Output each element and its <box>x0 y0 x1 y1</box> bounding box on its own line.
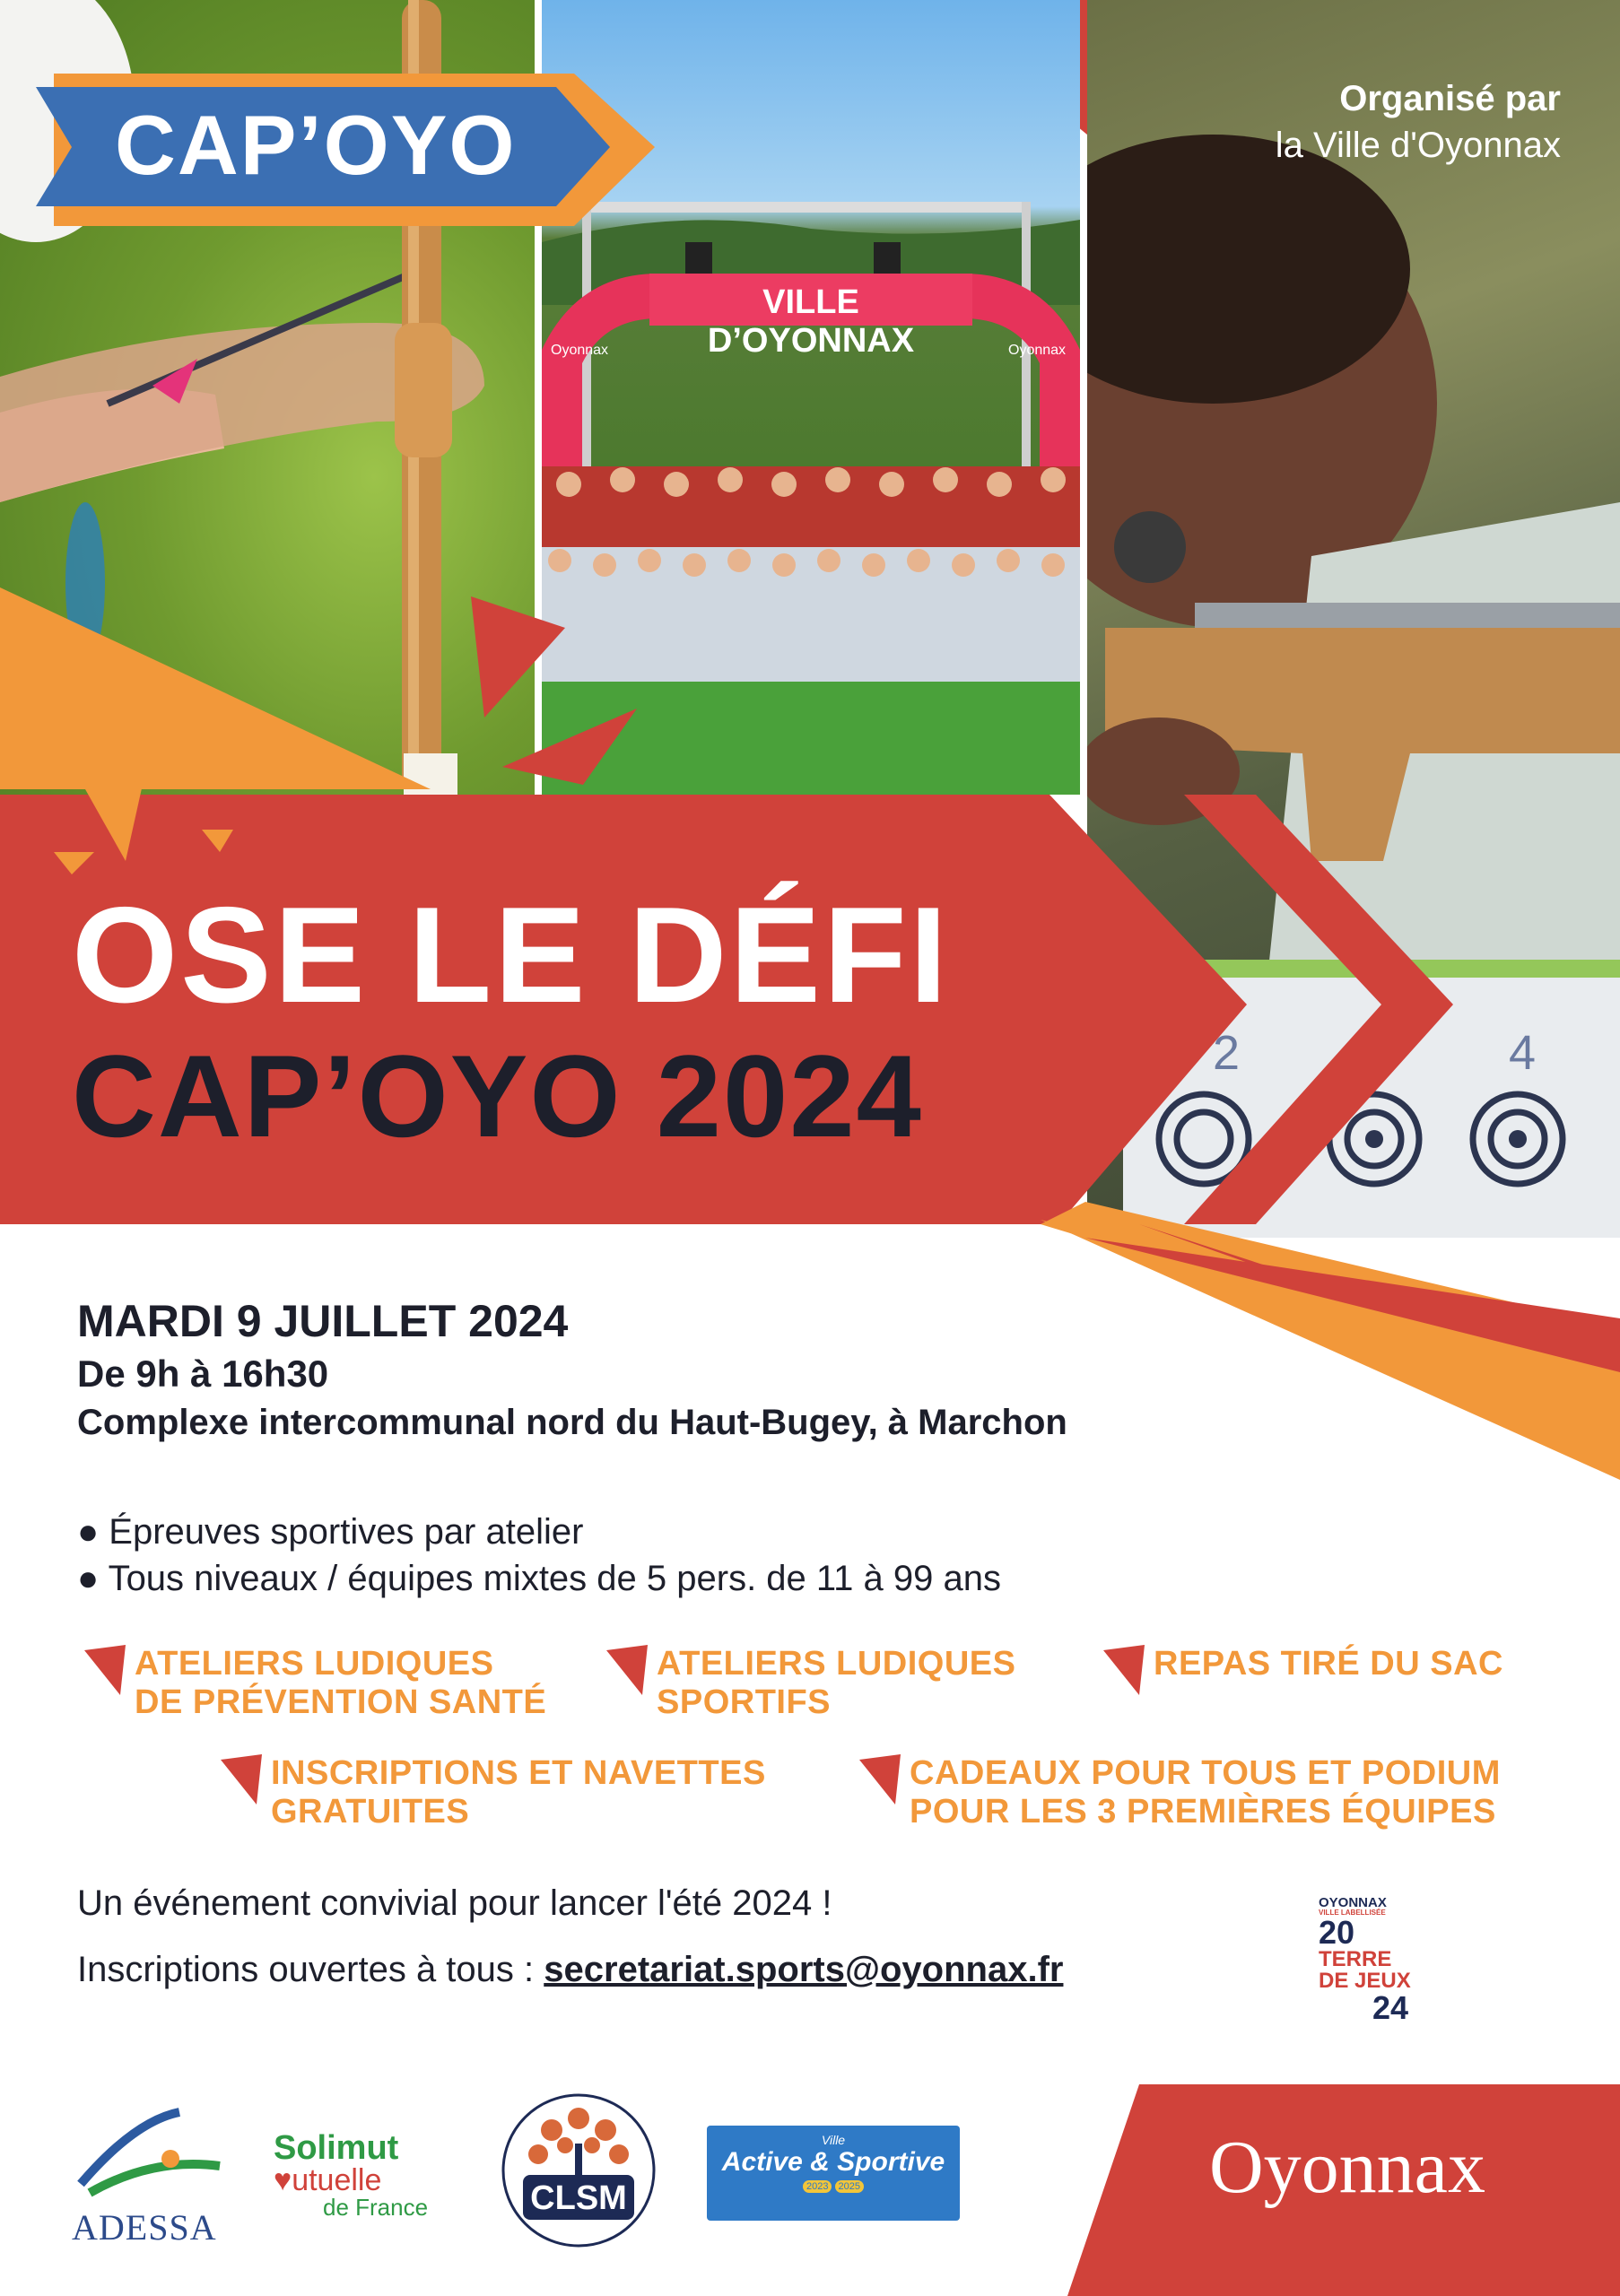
solimut-name: Solimut <box>274 2129 399 2167</box>
adessa-logo <box>72 2103 224 2248</box>
adessa-mark <box>72 2103 224 2202</box>
clsm-tree-mark <box>498 2090 659 2251</box>
list-item <box>77 1509 1001 1555</box>
bullet-text: Épreuves sportives par atelier <box>109 1512 584 1552</box>
heart-icon: ♥ <box>274 2163 292 2197</box>
closing-line-1: Un événement convivial pour lancer l'été 2024 ! <box>77 1883 832 1923</box>
headline-line-2: CAP’OYO 2024 <box>72 1031 923 1161</box>
arch-small-label-right: Oyonnax <box>1008 343 1067 358</box>
solimut-logo <box>274 2131 444 2219</box>
feature-line-2: DE PRÉVENTION SANTÉ <box>135 1683 547 1721</box>
vas-main-label: Active & Sportive <box>721 2147 945 2177</box>
feature-repas <box>1154 1645 1503 1683</box>
red-triangle-pointer-icon <box>1103 1645 1146 1695</box>
tdj-tag: VILLE LABELLISÉE <box>1319 1909 1386 1917</box>
red-triangle-pointer-icon <box>84 1645 127 1695</box>
terre-de-jeux-logo <box>1319 1896 1426 2024</box>
clsm-logo <box>498 2090 659 2251</box>
feature-line-2: SPORTIFS <box>657 1683 832 1721</box>
feature-line-1: REPAS TIRÉ DU SAC <box>1154 1645 1503 1683</box>
email-link[interactable]: secretariat.sports@oyonnax.fr <box>544 1950 1064 1989</box>
clsm-text: CLSM <box>530 2179 627 2217</box>
target-number-2: 2 <box>1213 1026 1241 1080</box>
registration-label: Inscriptions ouvertes à tous : <box>77 1950 544 1989</box>
feature-line-1: INSCRIPTIONS ET NAVETTES <box>271 1754 766 1792</box>
red-triangle-pointer-icon <box>606 1645 649 1695</box>
arch-small-label-left: Oyonnax <box>551 343 609 358</box>
feature-line-1: ATELIERS LUDIQUES <box>657 1645 1016 1683</box>
tdj-line-1: TERRE <box>1319 1947 1392 1971</box>
adessa-text: ADESSA <box>72 2207 217 2248</box>
bullet-dot-icon: ● <box>77 1512 100 1552</box>
feature-line-1: CADEAUX POUR TOUS ET PODIUM <box>910 1754 1501 1792</box>
headline-line-1: OSE LE DÉFI <box>72 879 950 1031</box>
bullet-dot-icon: ● <box>77 1559 100 1598</box>
feature-cadeaux <box>910 1754 1501 1831</box>
organizer-line-2: la Ville d'Oyonnax <box>1275 126 1561 165</box>
feature-prevention-sante <box>135 1645 546 1722</box>
list-item <box>77 1555 1001 1602</box>
feature-line-1: ATELIERS LUDIQUES <box>135 1645 494 1683</box>
solimut-mutuelle: utuelle <box>292 2163 382 2197</box>
tdj-line-2: DE JEUX <box>1319 1969 1411 1993</box>
bullet-text: Tous niveaux / équipes mixtes de 5 pers. de 11 à 99 ans <box>108 1559 1001 1598</box>
bullet-list <box>77 1509 1001 1602</box>
tdj-num-top: 20 <box>1319 1914 1355 1951</box>
organizer-label <box>1276 75 1561 169</box>
closing-line-2 <box>77 1950 1063 1990</box>
event-location: Complexe intercommunal nord du Haut-Bugey, à Marchon <box>77 1403 1067 1442</box>
vas-laurels <box>707 2181 960 2192</box>
feature-line-2: GRATUITES <box>271 1793 470 1831</box>
ville-active-sportive-logo <box>707 2126 960 2221</box>
event-date: MARDI 9 JUILLET 2024 <box>77 1296 569 1346</box>
lower-diagonal-wedge <box>1041 1193 1620 1489</box>
feature-sportifs <box>657 1645 1016 1722</box>
laurel-icon: 2023 <box>803 2180 832 2193</box>
red-triangle-pointer-icon <box>859 1754 902 1805</box>
red-triangle-pointer-icon <box>221 1754 264 1805</box>
event-hours: De 9h à 16h30 <box>77 1352 329 1395</box>
tdj-city: OYONNAX <box>1319 1895 1387 1910</box>
vas-small-label: Ville <box>821 2133 846 2147</box>
target-number-4: 4 <box>1509 1026 1537 1080</box>
feature-inscriptions <box>271 1754 766 1831</box>
solimut-line-3: de France <box>323 2194 429 2221</box>
tdj-num-bottom: 24 <box>1372 1989 1409 2026</box>
solimut-line-2 <box>274 2165 444 2196</box>
organizer-line-1: Organisé par <box>1339 79 1561 118</box>
arch-banner-text: VILLE D’OYONNAX <box>707 283 915 360</box>
laurel-icon: 2025 <box>835 2180 864 2193</box>
feature-line-2: POUR LES 3 PREMIÈRES ÉQUIPES <box>910 1793 1496 1831</box>
capoyo-badge-text: CAP’OYO <box>115 98 517 192</box>
footer-brand: Oyonnax <box>1209 2126 1485 2209</box>
